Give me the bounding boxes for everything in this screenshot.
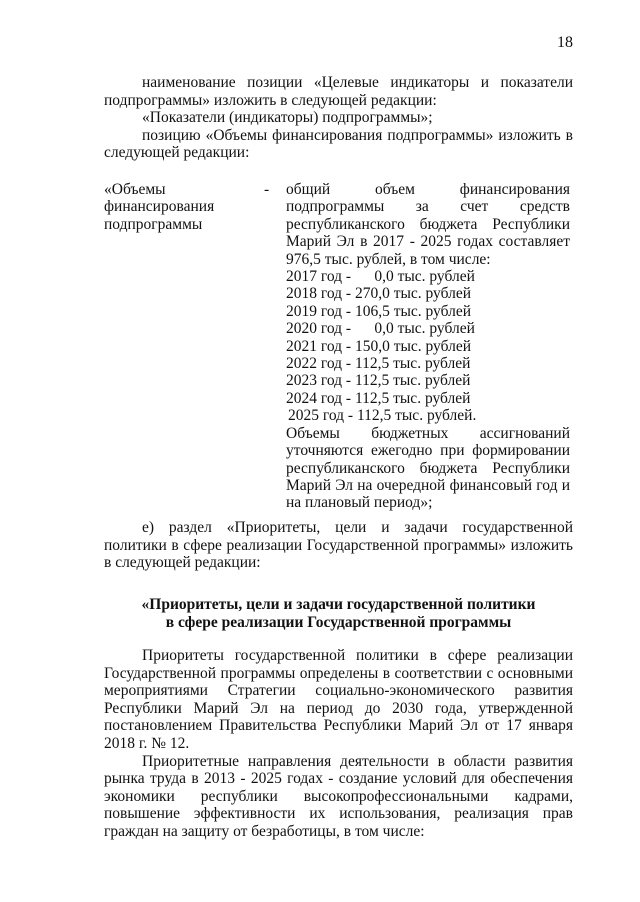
financing-summary: общий объем финансирования подпрограммы за счет средств республиканского бюджета Республики Марий Эл в 2017 - 2025 годах составляет 976,5 тыс. рублей, в том числе:: [286, 181, 570, 268]
section-e-block: [104, 519, 573, 572]
intro-paragraph-indicators-new: «Показатели (индикаторы) подпрограммы»;: [142, 109, 433, 127]
page-number: 18: [557, 34, 573, 51]
section-heading: [104, 596, 573, 632]
year-row: 2025 год - 112,5 тыс. рублей.: [288, 407, 477, 425]
body-block: [104, 647, 573, 841]
year-row: 2023 год - 112,5 тыс. рублей: [286, 372, 471, 390]
year-row: 2022 год - 112,5 тыс. рублей: [286, 355, 471, 373]
year-row: 2021 год - 150,0 тыс. рублей: [286, 337, 472, 355]
intro-paragraph-financing: позицию «Объемы финансирования подпрограммы» изложить в следующей редакции:: [104, 126, 573, 162]
body-paragraph-priorities: Приоритеты государственной политики в сфере реализации Государственной программы определены в соответствии с основными мероприятиями Стратегии социально-экономического развития Республики Марий Эл на период до 2030 года, утвержденной постановлением Правительства Республики Марий Эл от 17 января 2018 г. № 12.: [104, 647, 573, 752]
financing-details: [286, 181, 570, 512]
financing-label: «Объемы финансирования подпрограммы: [104, 181, 215, 233]
financing-dash: -: [264, 181, 270, 198]
year-row: 2018 год - 270,0 тыс. рублей: [286, 285, 472, 303]
year-row: 2020 год - 0,0 тыс. рублей: [286, 320, 475, 338]
financing-note: Объемы бюджетных ассигнований уточняются ежегодно при формировании республиканского бюджета Республики Марий Эл на очередной финансовый год и на плановый период»;: [286, 424, 570, 512]
year-row: 2017 год - 0,0 тыс. рублей: [286, 268, 475, 286]
body-paragraph-directions: Приоритетные направления деятельности в области развития рынка труда в 2013 - 2025 годах - создание условий для обеспечения экономики республики высокопрофессиональными кадрами, повышение эффективности их использования, реализация прав граждан на защиту от безработицы, в том числе:: [104, 752, 573, 840]
section-heading-line-2: в сфере реализации Государственной программы: [165, 614, 512, 631]
year-row: 2019 год - 106,5 тыс. рублей: [286, 302, 472, 320]
intro-paragraph-indicators: наименование позиции «Целевые индикаторы и показатели подпрограммы» изложить в следующей редакции:: [104, 74, 573, 109]
year-row: 2024 год - 112,5 тыс. рублей: [286, 389, 471, 407]
section-e-paragraph: е) раздел «Приоритеты, цели и задачи государственной политики в сфере реализации Государственной программы» изложить в следующей редакции:: [104, 519, 573, 572]
intro-block: [104, 74, 573, 162]
section-heading-line-1: «Приоритеты, цели и задачи государственной политики: [141, 596, 536, 613]
financing-years-list: [286, 268, 570, 425]
